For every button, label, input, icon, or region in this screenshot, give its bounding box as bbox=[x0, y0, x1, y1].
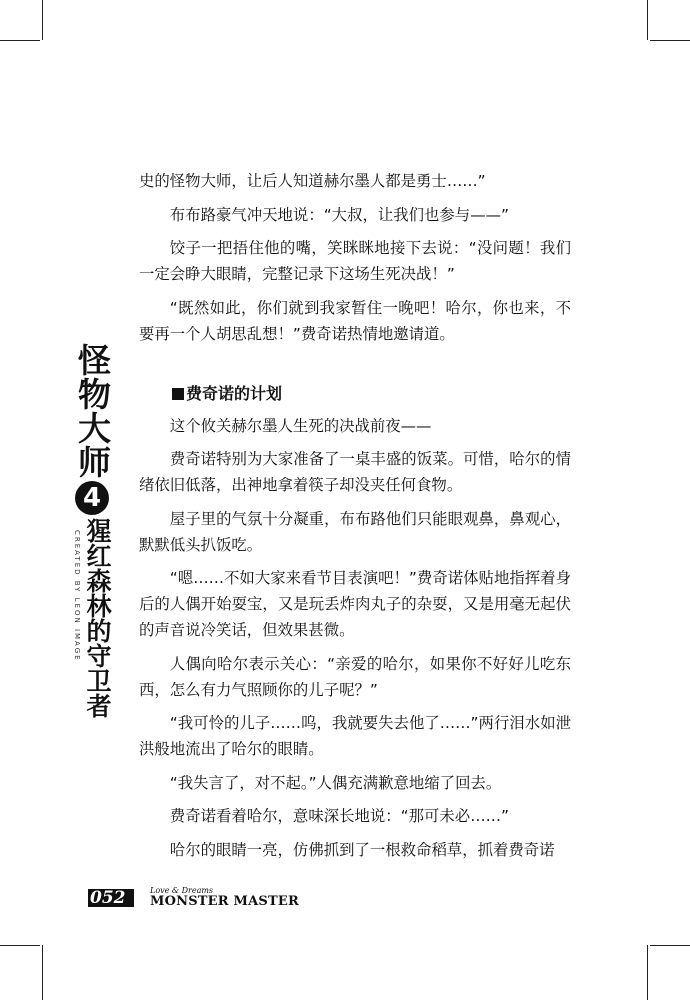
page-footer bbox=[80, 886, 350, 908]
side-title bbox=[68, 343, 116, 718]
crop-mark bbox=[0, 40, 40, 41]
paragraph: “我失言了，对不起。”人偶充满歉意地缩了回去。 bbox=[169, 773, 502, 792]
paragraph: “我可怜的儿子……呜，我就要失去他了……”两行泪水如泄洪般地流出了哈尔的眼睛。 bbox=[139, 714, 571, 758]
crop-mark bbox=[650, 40, 690, 41]
credit-text: CREATED BY LEON IMAGE bbox=[73, 530, 81, 662]
paragraph: 费奇诺看着哈尔，意味深长地说：“那可未必……” bbox=[169, 807, 509, 825]
crop-mark bbox=[42, 945, 43, 1000]
paragraph: “嗯……不如大家来看节目表演吧！”费奇诺体贴地指挥着身后的人偶开始耍宝，又是玩丢炸肉丸子的杂耍，又是用毫无起伏的声音说冷笑话，但效果甚微。 bbox=[139, 569, 571, 639]
paragraph: 人偶向哈尔表示关心：“亲爱的哈尔，如果你不好好儿吃东西，怎么有力气照顾你的儿子呢？” bbox=[139, 654, 571, 699]
square-bullet-icon bbox=[172, 388, 184, 400]
crop-mark bbox=[650, 945, 690, 946]
crop-mark bbox=[647, 945, 648, 1000]
brand-logo-text: MONSTER MASTER bbox=[150, 894, 299, 909]
paragraph: 布布路豪气冲天地说：“大叔，让我们也参与——” bbox=[169, 205, 509, 224]
body-text bbox=[139, 168, 571, 870]
volume-badge: 4 bbox=[75, 481, 109, 515]
crop-mark bbox=[0, 945, 40, 946]
section-heading bbox=[172, 381, 571, 407]
book-title: 怪物大师 bbox=[73, 343, 112, 479]
book-subtitle: 猩红森林的守卫者 bbox=[83, 518, 112, 718]
paragraph: 费奇诺特别为大家准备了一桌丰盛的饭菜。可惜，哈尔的情绪依旧低落，出神地拿着筷子却没夹任何食物。 bbox=[139, 450, 571, 494]
paragraph: 哈尔的眼睛一亮，仿佛抓到了一根救命稻草，抓着费奇诺 bbox=[169, 840, 555, 859]
crop-mark bbox=[647, 0, 648, 40]
paragraph: “既然如此，你们就到我家暂住一晚吧！哈尔，你也来，不要再一个人胡思乱想！”费奇诺热情地邀请道。 bbox=[139, 298, 571, 343]
crop-mark bbox=[42, 0, 43, 40]
paragraph: 史的怪物大师，让后人知道赫尔墨人都是勇士……” bbox=[139, 172, 486, 190]
section-heading-text: 费奇诺的计划 bbox=[186, 383, 283, 403]
brand-tagline: Love & Dreams bbox=[150, 886, 214, 895]
subtitle-group bbox=[73, 518, 111, 718]
paragraph: 这个攸关赫尔墨人生死的决战前夜—— bbox=[169, 416, 432, 435]
paragraph: 饺子一把捂住他的嘴，笑眯眯地接下去说：“没问题！我们一定会睁大眼睛，完整记录下这场生死决战！” bbox=[139, 239, 571, 283]
paragraph: 屋子里的气氛十分凝重，布布路他们只能眼观鼻，鼻观心，默默低头扒饭吃。 bbox=[139, 509, 571, 554]
page-number: 052 bbox=[90, 888, 126, 908]
